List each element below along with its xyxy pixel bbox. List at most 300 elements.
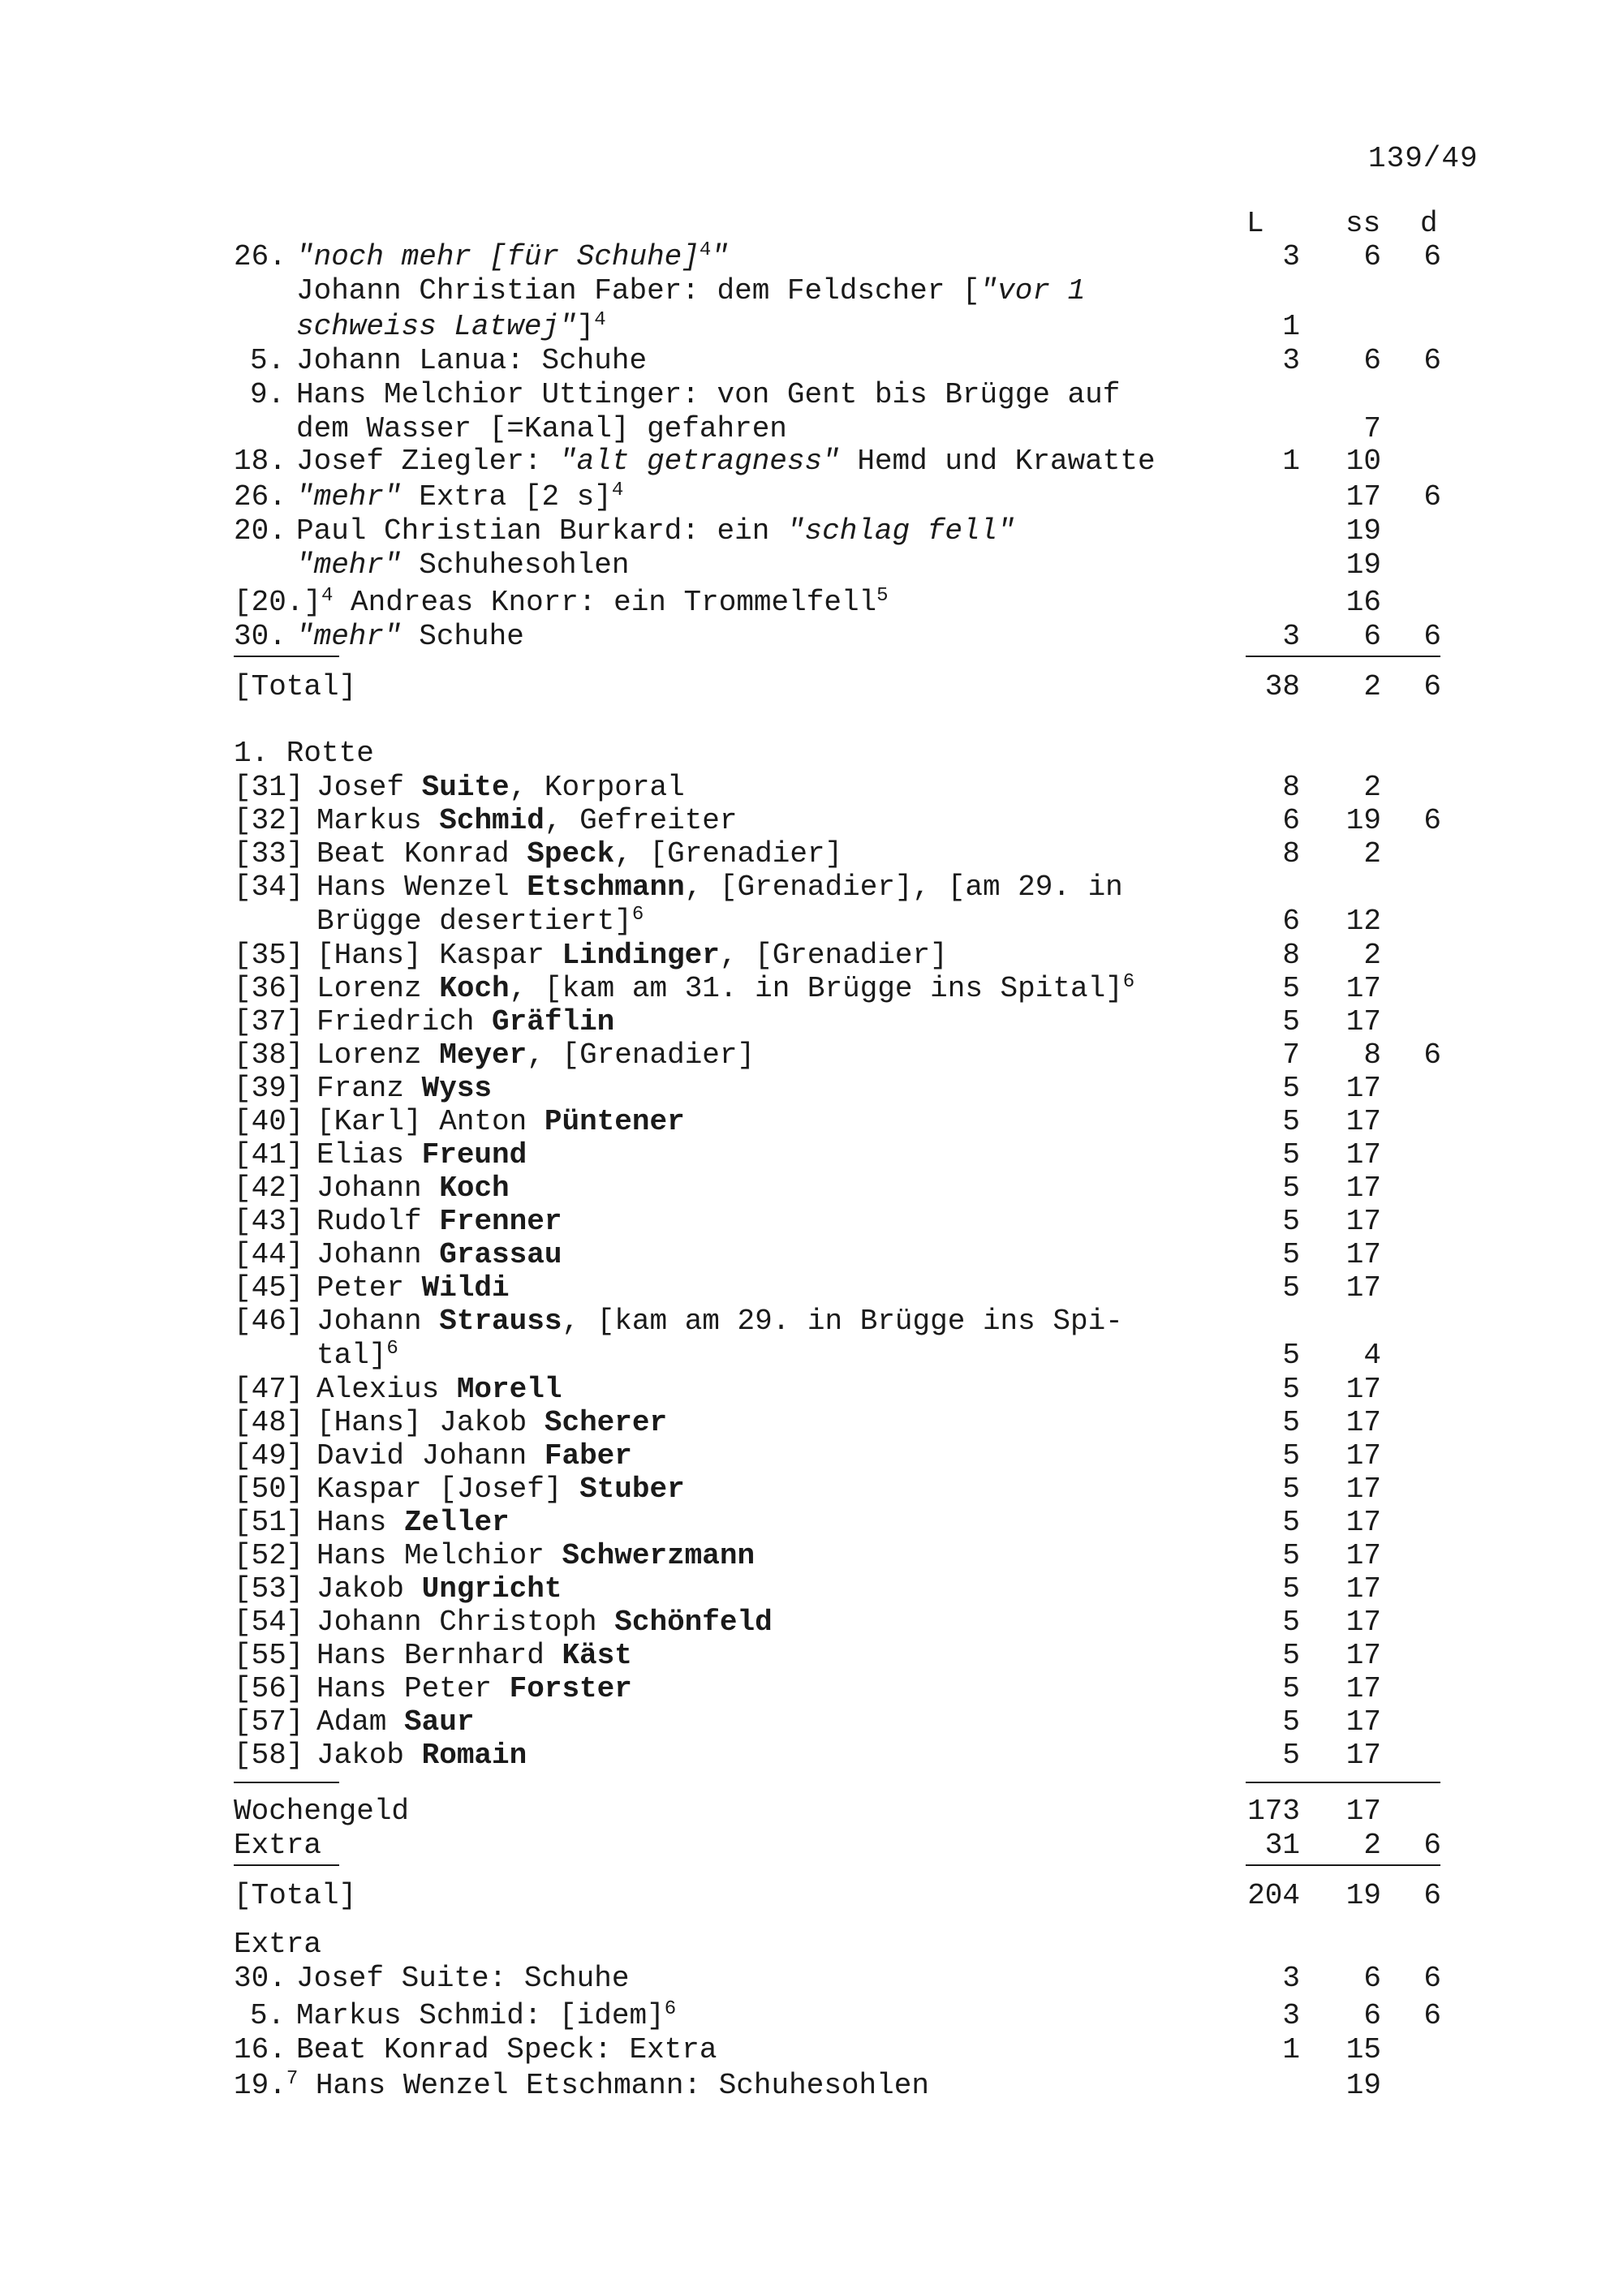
amount-ss: 2 bbox=[1363, 771, 1381, 804]
soldier-name bbox=[316, 1205, 562, 1239]
soldier-number: [57] bbox=[234, 1705, 304, 1739]
amount-ss: 12 bbox=[1345, 905, 1381, 938]
amount-L: 5 bbox=[1282, 1072, 1300, 1105]
table-row bbox=[0, 1473, 1623, 1507]
divider bbox=[1246, 1782, 1440, 1783]
table-row bbox=[0, 1705, 1623, 1739]
surname: Wyss bbox=[421, 1072, 493, 1105]
soldier-number: [56] bbox=[234, 1672, 304, 1705]
entry-date: 30. bbox=[234, 620, 286, 653]
surname: Forster bbox=[509, 1672, 632, 1705]
table-row bbox=[0, 1739, 1623, 1773]
surname: Wildi bbox=[421, 1271, 510, 1305]
amount-L: 5 bbox=[1282, 1339, 1300, 1372]
surname: Speck bbox=[527, 837, 615, 871]
remark: , [kam am 29. in Brügge ins Spi- bbox=[562, 1305, 1123, 1338]
section-heading: 1. Rotte bbox=[234, 737, 374, 770]
surname: Suite bbox=[421, 771, 510, 804]
amount-L: 5 bbox=[1282, 1205, 1300, 1238]
amount-L: 8 bbox=[1282, 837, 1300, 871]
given-name: Rudolf bbox=[316, 1205, 440, 1238]
amount-L: 3 bbox=[1282, 344, 1300, 377]
amount-ss: 17 bbox=[1345, 1506, 1381, 1539]
table-row bbox=[0, 1271, 1623, 1305]
entry-text: schweiss Latwej"]$^4$ bbox=[296, 309, 606, 343]
soldier-name bbox=[316, 1539, 755, 1573]
table-row bbox=[0, 837, 1623, 871]
amount-ss: 8 bbox=[1363, 1038, 1381, 1072]
page-number: 139/49 bbox=[1368, 142, 1479, 175]
entry-row bbox=[0, 445, 1623, 479]
amount-ss: 17 bbox=[1345, 1172, 1381, 1205]
given-name: Elias bbox=[316, 1138, 422, 1172]
entry-text: Hans Melchior Uttinger: von Gent bis Brügge auf bbox=[296, 378, 1121, 411]
entry-row bbox=[0, 274, 1623, 308]
amount-L: 3 bbox=[1282, 1962, 1300, 1995]
amount-L: 5 bbox=[1282, 1506, 1300, 1539]
surname: Meyer bbox=[439, 1038, 527, 1072]
soldier-number: [49] bbox=[234, 1439, 304, 1473]
divider bbox=[234, 656, 339, 657]
amount-L: 3 bbox=[1282, 620, 1300, 653]
soldier-number: [36] bbox=[234, 972, 304, 1005]
surname: Saur bbox=[404, 1705, 475, 1739]
surname: Schönfeld bbox=[614, 1606, 773, 1639]
soldier-name bbox=[316, 1105, 685, 1139]
remark: , [Grenadier] bbox=[527, 1038, 756, 1072]
soldier-name bbox=[316, 1506, 510, 1540]
soldier-number: [34] bbox=[234, 871, 304, 904]
amount-L: 31 bbox=[1264, 1829, 1300, 1862]
surname: Freund bbox=[421, 1138, 527, 1172]
entry-text: "mehr" Schuhesohlen bbox=[296, 548, 630, 582]
table-row bbox=[0, 1205, 1623, 1239]
entry-text: Beat Konrad Speck: Extra bbox=[296, 2033, 717, 2066]
soldier-name bbox=[316, 837, 842, 871]
given-name: Franz bbox=[316, 1072, 422, 1105]
divider bbox=[1246, 656, 1440, 657]
soldier-name bbox=[316, 1172, 510, 1206]
amount-ss: 17 bbox=[1345, 972, 1381, 1005]
given-name: Hans Melchior bbox=[316, 1539, 562, 1572]
amount-ss: 4 bbox=[1363, 1339, 1381, 1372]
surname: Gräflin bbox=[492, 1005, 615, 1038]
table-row bbox=[0, 1572, 1623, 1606]
amount-ss: 17 bbox=[1345, 1672, 1381, 1705]
extra-row bbox=[0, 1829, 1623, 1863]
given-name: Beat Konrad bbox=[316, 837, 527, 871]
surname: Koch bbox=[439, 972, 510, 1005]
soldier-name bbox=[316, 939, 948, 973]
entry-date: 30. bbox=[234, 1962, 286, 1995]
soldier-number: [35] bbox=[234, 939, 304, 972]
amount-ss: 2 bbox=[1363, 939, 1381, 972]
amount-ss: 17 bbox=[1345, 1439, 1381, 1473]
soldier-name bbox=[316, 1406, 667, 1440]
surname: Lindinger bbox=[562, 939, 720, 972]
entry-row bbox=[0, 514, 1623, 548]
amount-ss: 2 bbox=[1363, 670, 1381, 703]
amount-d: 6 bbox=[1423, 1962, 1441, 1995]
table-row bbox=[0, 1072, 1623, 1106]
surname: Grassau bbox=[439, 1238, 562, 1271]
surname: Zeller bbox=[404, 1506, 510, 1539]
table-row bbox=[0, 1506, 1623, 1540]
column-header-L: L bbox=[1246, 207, 1264, 240]
entry-date: 16. bbox=[234, 2033, 286, 2066]
entry-row bbox=[0, 310, 1623, 344]
table-row bbox=[0, 1172, 1623, 1206]
soldier-name bbox=[316, 1038, 755, 1073]
surname: Stuber bbox=[579, 1473, 685, 1506]
soldier-name bbox=[316, 972, 1134, 1006]
remark: , [Grenadier], [am 29. in bbox=[684, 871, 1123, 904]
amount-ss: 19 bbox=[1345, 1879, 1381, 1912]
divider bbox=[234, 1782, 339, 1783]
table-row bbox=[0, 771, 1623, 805]
given-name: Hans Peter bbox=[316, 1672, 510, 1705]
soldier-number: [51] bbox=[234, 1506, 304, 1539]
soldier-name bbox=[316, 1271, 510, 1305]
soldier-number: [43] bbox=[234, 1205, 304, 1238]
amount-ss: 17 bbox=[1345, 1739, 1381, 1772]
soldier-name bbox=[316, 1705, 474, 1739]
section-heading: Extra bbox=[234, 1928, 322, 1961]
amount-ss: 17 bbox=[1345, 1138, 1381, 1172]
entry-row bbox=[0, 1962, 1623, 1996]
entry-text: $[20.]^4$ Andreas Knorr: ein Trommelfell$^5$ bbox=[234, 585, 889, 619]
amount-L: 1 bbox=[1282, 2033, 1300, 2066]
soldier-name bbox=[316, 1672, 632, 1706]
amount-ss: 17 bbox=[1345, 1606, 1381, 1639]
soldier-name bbox=[316, 1305, 1123, 1339]
surname: Ungricht bbox=[421, 1572, 562, 1606]
surname: Schmid bbox=[439, 804, 545, 837]
table-row bbox=[0, 905, 1623, 939]
surname: Etschmann bbox=[527, 871, 685, 904]
given-name: Johann bbox=[316, 1172, 440, 1205]
amount-L: 204 bbox=[1247, 1879, 1300, 1912]
amount-d: 6 bbox=[1423, 1829, 1441, 1862]
entry-row bbox=[0, 240, 1623, 274]
table-row bbox=[0, 1305, 1623, 1339]
amount-ss: 15 bbox=[1345, 2033, 1381, 2066]
table-row bbox=[0, 1373, 1623, 1407]
soldier-number: [58] bbox=[234, 1739, 304, 1772]
table-row bbox=[0, 1539, 1623, 1573]
column-header-d: d bbox=[1420, 207, 1438, 240]
amount-L: 3 bbox=[1282, 240, 1300, 273]
entry-date: 20. bbox=[234, 514, 286, 548]
amount-L: 1 bbox=[1282, 310, 1300, 343]
given-name: [Hans] Jakob bbox=[316, 1406, 545, 1439]
entry-date: 9. bbox=[250, 378, 286, 411]
amount-d: 6 bbox=[1423, 344, 1441, 377]
soldier-number: [37] bbox=[234, 1005, 304, 1038]
amount-ss: 6 bbox=[1363, 1999, 1381, 2032]
surname: Romain bbox=[421, 1739, 527, 1772]
amount-ss: 17 bbox=[1345, 1205, 1381, 1238]
amount-L: 5 bbox=[1282, 1539, 1300, 1572]
amount-ss: 16 bbox=[1345, 586, 1381, 619]
entry-row bbox=[0, 344, 1623, 378]
remark: , [Grenadier] bbox=[719, 939, 948, 972]
soldier-number: [39] bbox=[234, 1072, 304, 1105]
table-row bbox=[0, 1639, 1623, 1673]
amount-ss: 17 bbox=[1345, 1705, 1381, 1739]
surname: Schwerzmann bbox=[562, 1539, 756, 1572]
entry-text: Paul Christian Burkard: ein "schlag fell" bbox=[296, 514, 1015, 548]
entry-text: "noch mehr [für Schuhe]$^4$" bbox=[296, 239, 729, 273]
soldier-number: [53] bbox=[234, 1572, 304, 1606]
table-row bbox=[0, 1038, 1623, 1073]
entry-text: Josef Suite: Schuhe bbox=[296, 1962, 630, 1995]
entry-date: 26. bbox=[234, 240, 286, 273]
given-name: Josef bbox=[316, 771, 422, 804]
table-row bbox=[0, 1406, 1623, 1440]
amount-L: 5 bbox=[1282, 1739, 1300, 1772]
amount-L: 38 bbox=[1264, 670, 1300, 703]
amount-ss: 17 bbox=[1345, 1473, 1381, 1506]
amount-L: 5 bbox=[1282, 1705, 1300, 1739]
amount-L: 5 bbox=[1282, 1606, 1300, 1639]
entry-row bbox=[0, 2033, 1623, 2067]
given-name: Lorenz bbox=[316, 1038, 440, 1072]
extra-label: Extra bbox=[234, 1829, 322, 1862]
given-name: Markus bbox=[316, 804, 440, 837]
entry-text: dem Wasser [=Kanal] gefahren bbox=[296, 412, 787, 445]
soldier-number: [50] bbox=[234, 1473, 304, 1506]
soldier-number: [46] bbox=[234, 1305, 304, 1338]
soldier-number: [54] bbox=[234, 1606, 304, 1639]
entry-row bbox=[0, 1999, 1623, 2033]
amount-ss: 17 bbox=[1345, 1105, 1381, 1138]
amount-L: 3 bbox=[1282, 1999, 1300, 2032]
entry-text: Josef Ziegler: "alt getragness" Hemd und Krawatte bbox=[296, 445, 1156, 478]
soldier-name bbox=[316, 1005, 614, 1039]
amount-ss: 17 bbox=[1345, 1572, 1381, 1606]
soldier-number: [33] bbox=[234, 837, 304, 871]
entry-row bbox=[0, 586, 1623, 620]
amount-ss: 17 bbox=[1345, 1238, 1381, 1271]
amount-L: 5 bbox=[1282, 1105, 1300, 1138]
given-name: Peter bbox=[316, 1271, 422, 1305]
amount-d: 6 bbox=[1423, 240, 1441, 273]
entry-date: 18. bbox=[234, 445, 286, 478]
amount-L: 5 bbox=[1282, 1373, 1300, 1406]
soldier-name bbox=[316, 1572, 562, 1606]
amount-ss: 6 bbox=[1363, 1962, 1381, 1995]
given-name: Friedrich bbox=[316, 1005, 493, 1038]
amount-ss: 19 bbox=[1345, 514, 1381, 548]
soldier-number: [48] bbox=[234, 1406, 304, 1439]
surname: Strauss bbox=[439, 1305, 562, 1338]
amount-L: 7 bbox=[1282, 1038, 1300, 1072]
given-name: Lorenz bbox=[316, 972, 440, 1005]
given-name: Brügge desertiert]$^6$ bbox=[316, 904, 644, 938]
amount-L: 8 bbox=[1282, 771, 1300, 804]
amount-d: 6 bbox=[1423, 1879, 1441, 1912]
soldier-number: [38] bbox=[234, 1038, 304, 1072]
entry-text: "mehr" Extra [2 s]$^4$ bbox=[296, 479, 624, 514]
entry-text: 19.$^7$ Hans Wenzel Etschmann: Schuhesohlen bbox=[234, 2068, 929, 2102]
table-row bbox=[0, 1672, 1623, 1706]
given-name: Hans Bernhard bbox=[316, 1639, 562, 1672]
given-name: Johann bbox=[316, 1238, 440, 1271]
surname: Faber bbox=[544, 1439, 632, 1473]
entry-row bbox=[0, 480, 1623, 514]
table-row bbox=[0, 871, 1623, 905]
soldier-name bbox=[316, 771, 685, 805]
amount-ss: 7 bbox=[1363, 412, 1381, 445]
soldier-number: [42] bbox=[234, 1172, 304, 1205]
soldier-number: [40] bbox=[234, 1105, 304, 1138]
amount-L: 5 bbox=[1282, 1238, 1300, 1271]
amount-ss: 17 bbox=[1345, 1271, 1381, 1305]
given-name: Jakob bbox=[316, 1739, 422, 1772]
soldier-name bbox=[316, 1606, 773, 1640]
amount-L: 6 bbox=[1282, 804, 1300, 837]
amount-L: 5 bbox=[1282, 1473, 1300, 1506]
given-name: Jakob bbox=[316, 1572, 422, 1606]
table-row bbox=[0, 1606, 1623, 1640]
amount-ss: 17 bbox=[1345, 1005, 1381, 1038]
amount-ss: 19 bbox=[1345, 548, 1381, 582]
amount-L: 5 bbox=[1282, 1271, 1300, 1305]
entry-row bbox=[0, 412, 1623, 446]
soldier-name bbox=[316, 905, 644, 939]
soldier-name bbox=[316, 1138, 527, 1172]
table-row bbox=[0, 1138, 1623, 1172]
given-name: David Johann bbox=[316, 1439, 545, 1473]
divider bbox=[1246, 1864, 1440, 1866]
soldier-name bbox=[316, 1339, 398, 1373]
amount-ss: 6 bbox=[1363, 344, 1381, 377]
amount-L: 5 bbox=[1282, 1406, 1300, 1439]
entry-date: 26. bbox=[234, 480, 286, 514]
given-name: Kaspar [Josef] bbox=[316, 1473, 580, 1506]
amount-ss: 10 bbox=[1345, 445, 1381, 478]
amount-L: 8 bbox=[1282, 939, 1300, 972]
amount-L: 6 bbox=[1282, 905, 1300, 938]
total-label: [Total] bbox=[234, 670, 357, 703]
amount-ss: 2 bbox=[1363, 837, 1381, 871]
amount-d: 6 bbox=[1423, 670, 1441, 703]
soldier-name bbox=[316, 1639, 632, 1673]
surname: Morell bbox=[456, 1373, 562, 1406]
surname: Frenner bbox=[439, 1205, 562, 1238]
amount-L: 5 bbox=[1282, 1005, 1300, 1038]
amount-d: 6 bbox=[1423, 620, 1441, 653]
amount-L: 5 bbox=[1282, 1572, 1300, 1606]
amount-ss: 17 bbox=[1345, 1072, 1381, 1105]
surname: Püntener bbox=[544, 1105, 685, 1138]
soldier-number: [31] bbox=[234, 771, 304, 804]
given-name: Hans bbox=[316, 1506, 405, 1539]
table-row bbox=[0, 1339, 1623, 1373]
table-row bbox=[0, 939, 1623, 973]
amount-L: 1 bbox=[1282, 445, 1300, 478]
wochengeld-row bbox=[0, 1795, 1623, 1829]
amount-ss: 17 bbox=[1345, 1406, 1381, 1439]
soldier-number: [41] bbox=[234, 1138, 304, 1172]
amount-ss: 17 bbox=[1345, 1539, 1381, 1572]
remark: , Gefreiter bbox=[544, 804, 738, 837]
amount-ss: 2 bbox=[1363, 1829, 1381, 1862]
amount-L: 5 bbox=[1282, 1172, 1300, 1205]
given-name: Johann bbox=[316, 1305, 440, 1338]
soldier-name bbox=[316, 871, 1123, 905]
entry-row bbox=[0, 378, 1623, 412]
amount-d: 6 bbox=[1423, 1999, 1441, 2032]
soldier-name bbox=[316, 1072, 492, 1106]
entry-text: "mehr" Schuhe bbox=[296, 620, 524, 653]
entry-row bbox=[0, 548, 1623, 583]
amount-ss: 17 bbox=[1345, 480, 1381, 514]
amount-ss: 6 bbox=[1363, 240, 1381, 273]
surname: Käst bbox=[562, 1639, 632, 1672]
amount-ss: 19 bbox=[1345, 804, 1381, 837]
given-name: Adam bbox=[316, 1705, 405, 1739]
given-name: [Hans] Kaspar bbox=[316, 939, 562, 972]
table-row bbox=[0, 804, 1623, 838]
remark: , [Grenadier] bbox=[614, 837, 843, 871]
soldier-number: [32] bbox=[234, 804, 304, 837]
table-row bbox=[0, 1238, 1623, 1272]
amount-ss: 17 bbox=[1345, 1639, 1381, 1672]
amount-ss: 17 bbox=[1345, 1373, 1381, 1406]
given-name: Alexius bbox=[316, 1373, 457, 1406]
amount-L: 5 bbox=[1282, 1439, 1300, 1473]
amount-ss: 19 bbox=[1345, 2069, 1381, 2102]
remark: , [kam am 31. in Brügge ins Spital]$^6$ bbox=[509, 971, 1135, 1005]
amount-d: 6 bbox=[1423, 804, 1441, 837]
total-row bbox=[0, 1879, 1623, 1913]
soldier-name bbox=[316, 1238, 562, 1272]
wochengeld-label: Wochengeld bbox=[234, 1795, 410, 1828]
amount-L: 5 bbox=[1282, 1639, 1300, 1672]
table-row bbox=[0, 1105, 1623, 1139]
soldier-name bbox=[316, 1439, 632, 1473]
given-name: tal]$^6$ bbox=[316, 1338, 398, 1372]
amount-d: 6 bbox=[1423, 1038, 1441, 1072]
soldier-name bbox=[316, 1473, 685, 1507]
soldier-name bbox=[316, 1739, 527, 1773]
column-header-ss: ss bbox=[1345, 207, 1381, 240]
given-name: [Karl] Anton bbox=[316, 1105, 545, 1138]
soldier-name bbox=[316, 1373, 562, 1407]
amount-ss: 6 bbox=[1363, 620, 1381, 653]
table-row bbox=[0, 1005, 1623, 1039]
soldier-number: [52] bbox=[234, 1539, 304, 1572]
amount-L: 5 bbox=[1282, 1138, 1300, 1172]
total-label: [Total] bbox=[234, 1879, 357, 1912]
table-row bbox=[0, 972, 1623, 1006]
surname: Koch bbox=[439, 1172, 510, 1205]
soldier-number: [55] bbox=[234, 1639, 304, 1672]
entry-text: Johann Lanua: Schuhe bbox=[296, 344, 648, 377]
amount-L: 173 bbox=[1247, 1795, 1300, 1828]
divider bbox=[234, 1864, 339, 1866]
entry-row bbox=[0, 620, 1623, 654]
entry-date: 5. bbox=[250, 1999, 286, 2032]
given-name: Johann Christoph bbox=[316, 1606, 615, 1639]
table-row bbox=[0, 1439, 1623, 1473]
soldier-name bbox=[316, 804, 738, 838]
amount-L: 5 bbox=[1282, 972, 1300, 1005]
given-name: Hans Wenzel bbox=[316, 871, 527, 904]
surname: Scherer bbox=[544, 1406, 668, 1439]
